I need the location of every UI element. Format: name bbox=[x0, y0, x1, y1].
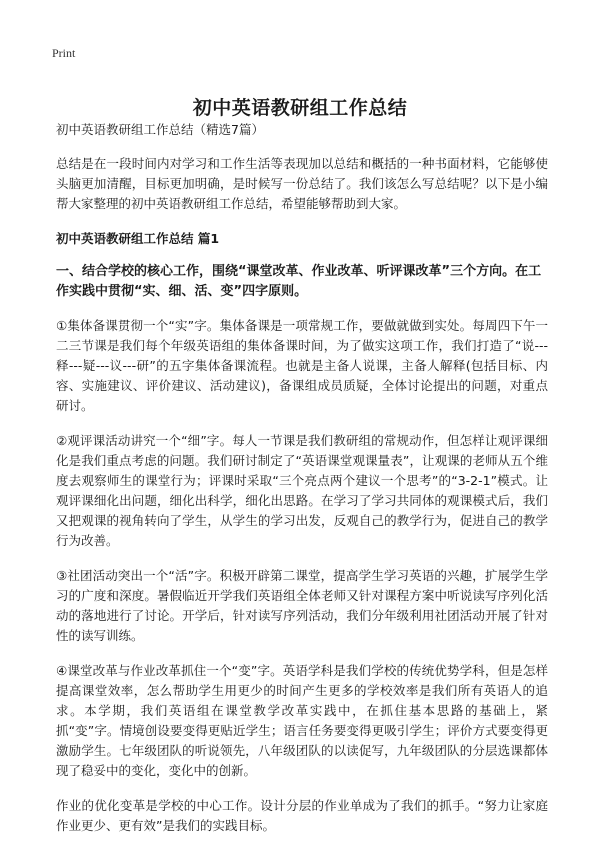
page-title: 初中英语教研组工作总结 bbox=[192, 96, 408, 119]
paragraph-homework: 作业的优化变革是学校的中心工作。设计分层的作业单成为了我们的抓手。“努力让家庭作业更少、更有效”是我们的实践目标。 bbox=[56, 798, 548, 833]
paragraph-reform: ④课堂改革与作业改革抓住一个“变”字。英语学科是我们学校的传统优势学科，但是怎样提高课堂效率，怎么帮助学生用更少的时间产生更多的学校效率是我们所有英语人的追求。本学期，我们英语组在课堂教学改革实践中，在抓住基本思路的基础上，紧抓“变”字。情境创设要变得更贴近学生；语言任务要变得更吸引学生；评价方式要变得更激励学生。七年级团队的听说领先，八年级团队的以读促写，九年级团队的分层选课都体现了稳妥中的变化，变化中的创新。 bbox=[56, 663, 548, 778]
document-body bbox=[56, 120, 548, 851]
section-title: 初中英语教研组工作总结 篇1 bbox=[56, 231, 220, 246]
intro-paragraph: 总结是在一段时间内对学习和工作生活等表现加以总结和概括的一种书面材料，它能够使头脑更加清醒，目标更加明确，是时候写一份总结了。我们该怎么写总结呢？以下是小编帮大家整理的初中英语教研组工作总结，希望能够帮助到大家。 bbox=[56, 156, 548, 211]
print-label[interactable]: Print bbox=[52, 46, 76, 60]
document-subtitle: 初中英语教研组工作总结（精选7篇） bbox=[56, 122, 264, 137]
paragraph-observe: ②观评课活动讲究一个“细”字。每人一节课是我们教研组的常规动作，但怎样让观评课细化是我们重点考虑的问题。我们研讨制定了“英语课堂观课量表”，让观课的老师从五个维度去观察师生的课堂行为；评课时采取“三个亮点两个建议一个思考”的“3-2-1”模式。让观评课细化出问题，细化出科学，细化出思路。在学习了学习共同体的观课模式后，我们又把观课的视角转向了学生，从学生的学习出发，反观自己的教学行为，促进自己的教学行为改善。 bbox=[56, 433, 548, 548]
paragraph-club: ③社团活动突出一个“活”字。积极开辟第二课堂，提高学生学习英语的兴趣，扩展学生学习的广度和深度。暑假临近开学我们英语组全体老师又针对课程方案中听说读写序列化活动的落地进行了讨论。开学后，针对读写序列活动，我们分年级利用社团活动开展了针对性的读写训练。 bbox=[56, 568, 548, 643]
section-heading: 一、结合学校的核心工作，围绕“课堂改革、作业改革、听评课改革”三个方向。在工作实践中贯彻“实、细、活、变”四字原则。 bbox=[56, 264, 542, 299]
paragraph-prepare: ①集体备课贯彻一个“实”字。集体备课是一项常规工作，要做就做到实处。每周四下午一二三节课是我们每个年级英语组的集体备课时间，为了做实这项工作，我们打造了“说---释---疑---议---研”的五字集体备课流程。也就是主备人说课，主备人解释(包括目标、内容、实施建议、评价建议、活动建议)，备课组成员质疑，全体讨论提出的问题，对重点研讨。 bbox=[56, 318, 548, 413]
